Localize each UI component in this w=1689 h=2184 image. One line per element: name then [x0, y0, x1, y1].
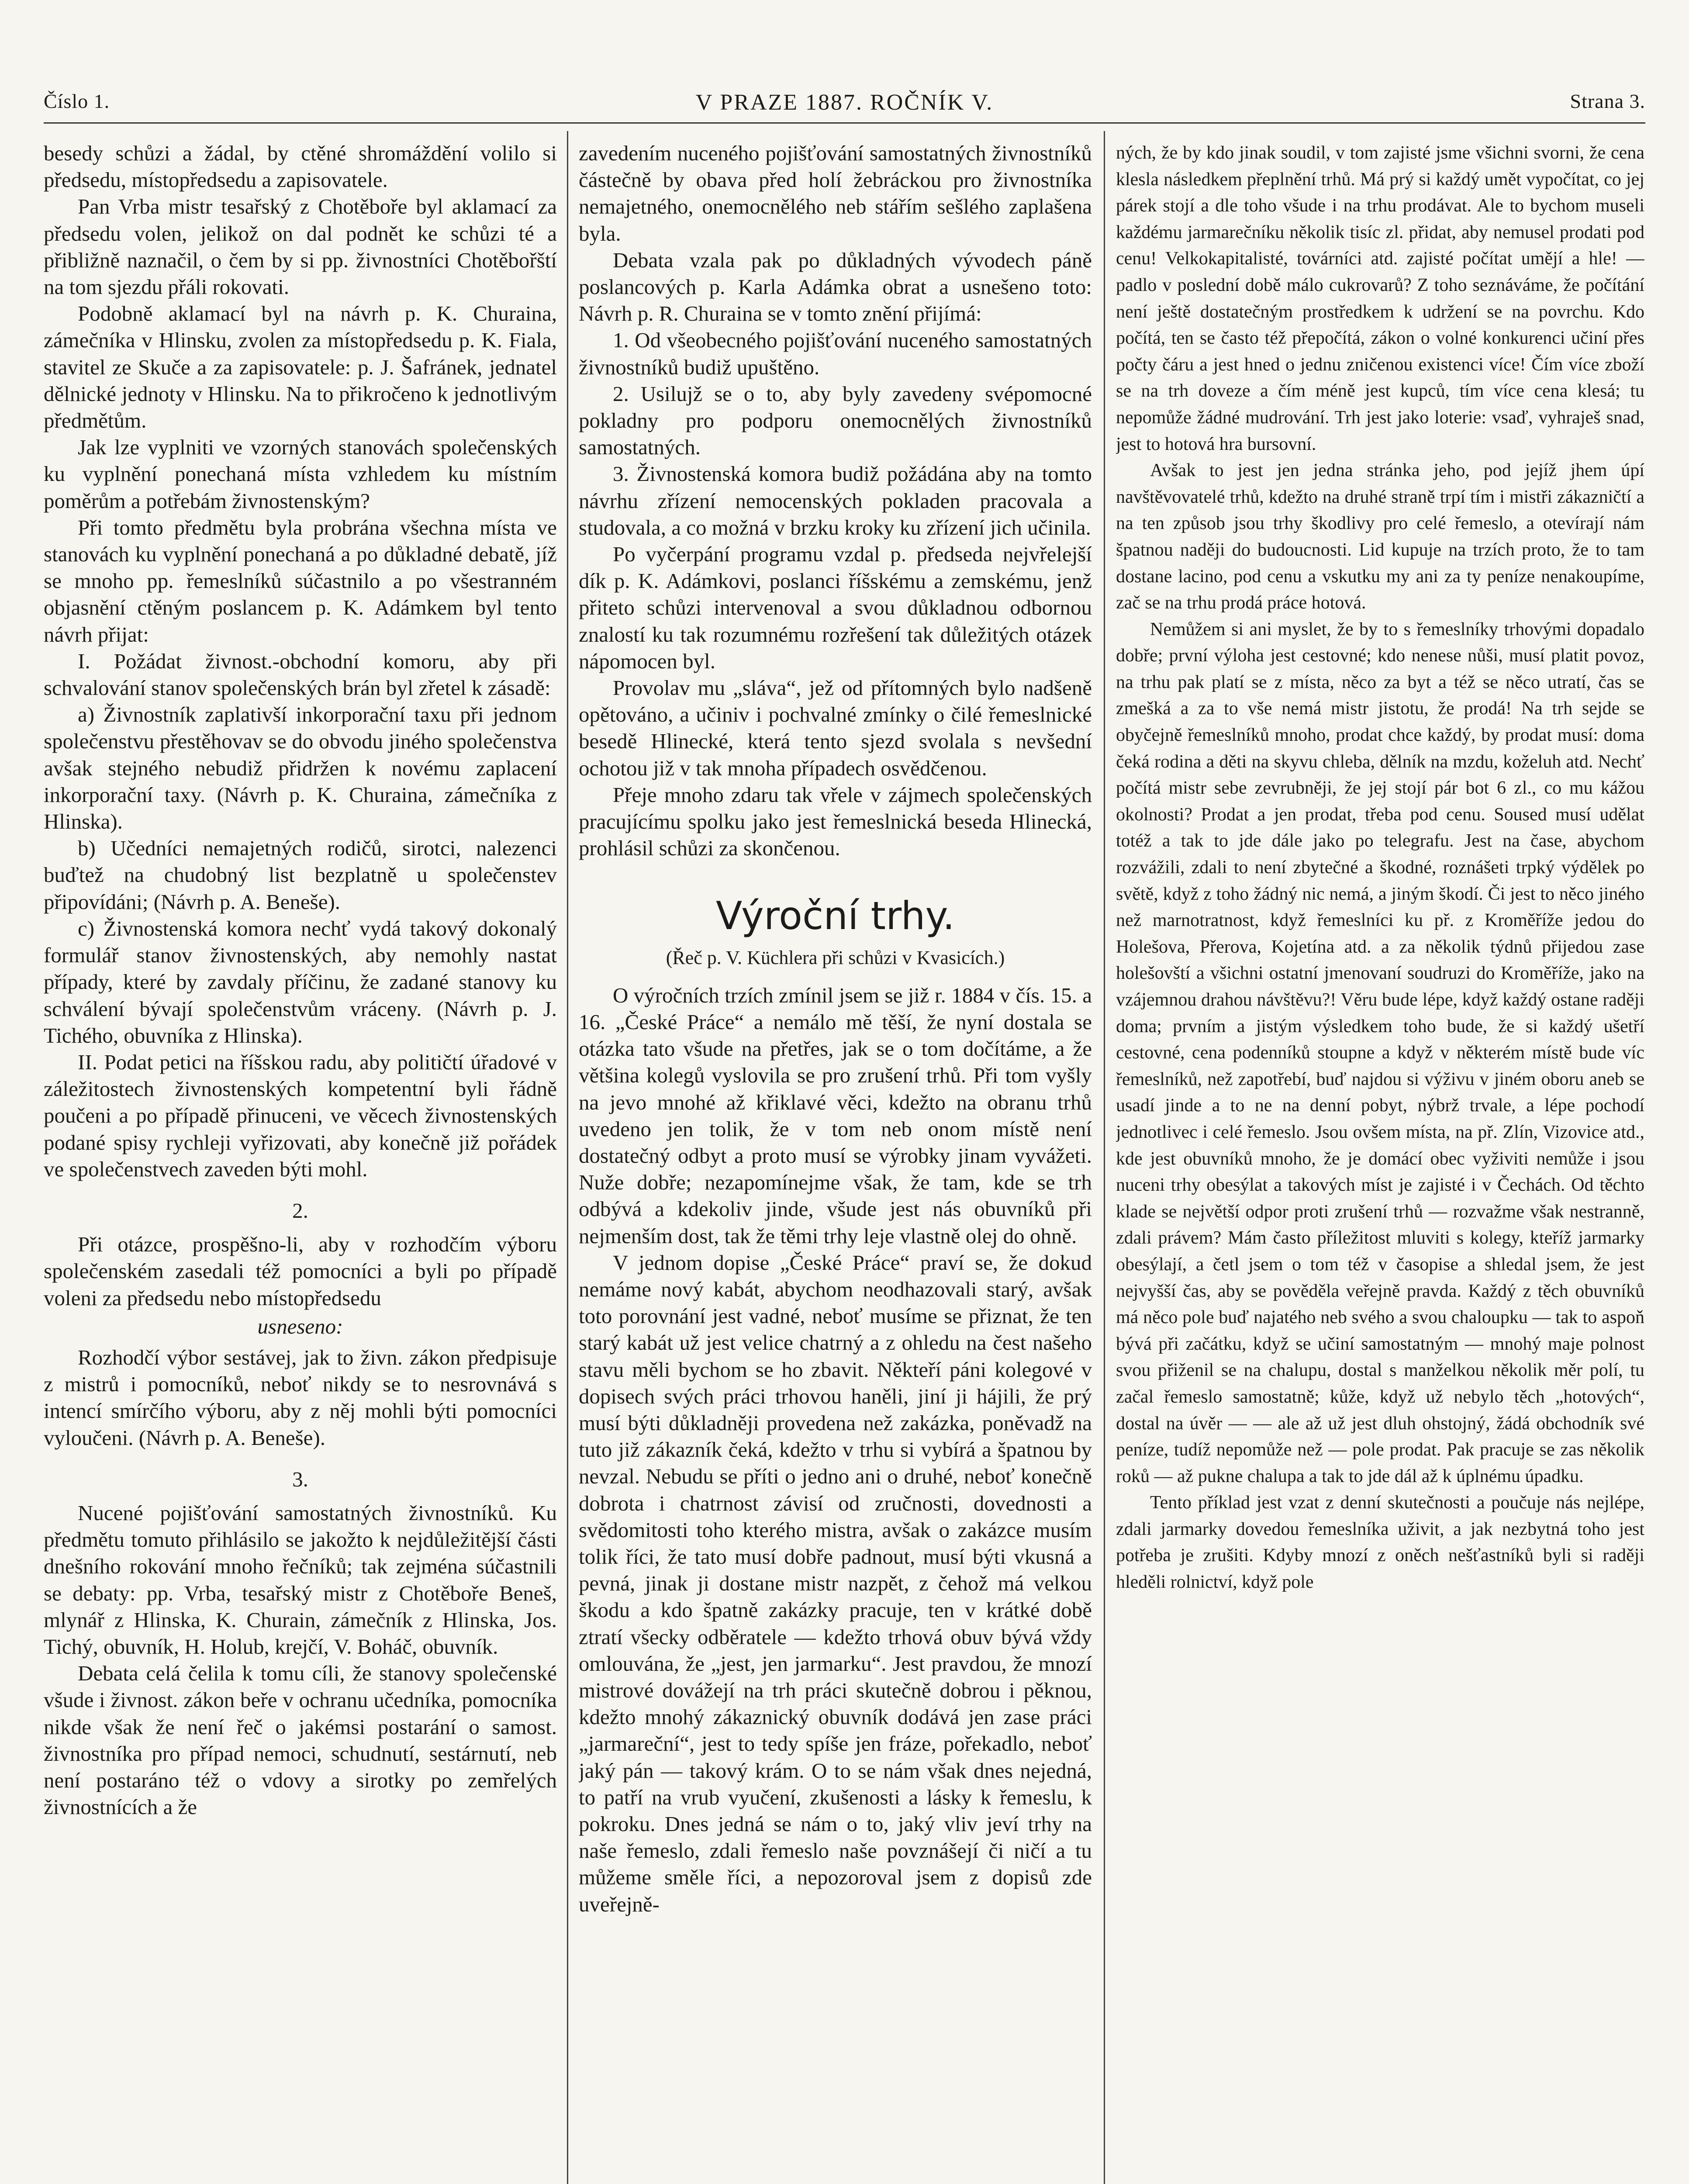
paragraph: 3. Živnostenská komora budiž požádána aby na tomto návrhu zřízení nemocenských pokladen pracovala a studovala, a co možná v brzku kroky ku zřízení jich učinila.: [579, 462, 1092, 539]
paragraph: Pan Vrba mistr tesařský z Chotěboře byl aklamací za předsedu volen, jelikož on dal podnět ke schůzi té a přibližně naznačil, o čem by si pp. živnostníci Chotěbořští na tom sjezdu přáli rokovati.: [44, 194, 557, 299]
column-divider-1: [567, 131, 568, 2184]
article-title: Výroční trhy.: [716, 893, 955, 939]
paragraph: Po vyčerpání programu vzdal p. předseda nejvřelejší dík p. K. Adámkovi, poslanci říšskému a zemskému, jenž přiteto schůzi intervenoval a svou důkladnou odbornou znalostí ku tak rozumnému rozřešení tak důležitých otázek nápomocen byl.: [579, 542, 1092, 673]
paragraph: a) Živnostník zaplativší inkorporační taxu při jednom společenstvu přestěhovav se do obvodu jiného společenstva avšak stejného nebudiž přidržen k novému zaplacení inkorporační taxy. (Návrh p. K. Churaina, zámečníka z Hlinska).: [44, 702, 557, 834]
resolution-label: usneseno:: [257, 1314, 343, 1338]
paragraph: b) Učedníci nemajetných rodičů, sirotci, nalezenci buďtež na chudobný list bezplatně u společenstev připovídáni; (Návrh p. A. Beneše).: [44, 836, 557, 914]
paragraph: Provolav mu „sláva“, jež od přítomných bylo nadšeně opětováno, a učiniv i pochvalné zmínky o čilé řemeslnické besedě Hlinecké, která tento sjezd svolala s nevšední ochotou již v tak mnoha případech osvědčenou.: [579, 676, 1092, 780]
paragraph: Podobně aklamací byl na návrh p. K. Churaina, zámečníka v Hlinsku, zvolen za místopředsedu p. K. Fiala, stavitel ze Skuče a za zapisovatele: p. J. Šafránek, jednatel dělnické jednoty v Hlinsku. Na to přikročeno k jednotlivým předmětům.: [44, 301, 557, 433]
header-rule: [44, 122, 1645, 124]
paragraph: Avšak to jest jen jedna stránka jeho, pod jejíž jhem úpí navštěvovatelé trhů, kdežto na druhé straně trpí tím i mistři zákazničtí a na ten způsob jsou trhy škodlivy pro celé řemeslo, a otevírají nám špatnou naději do budoucnosti. Lid kupuje na trzích proto, že to tam dostane lacino, pod cenu a vskutku my ani za ty peníze nenakoupíme, zač se na trhu prodá práce hotová.: [1116, 460, 1644, 613]
paragraph: Přeje mnoho zdaru tak vřele v zájmech společenských pracujícímu spolku jako jest řemeslnická beseda Hlinecká, prohlásil schůzi za skončenou.: [579, 782, 1092, 860]
publication-date-volume: V PRAZE 1887. ROČNÍK V.: [695, 90, 994, 115]
paragraph: 1. Od všeobecného pojišťování nuceného samostatných živnostníků budiž upuštěno.: [579, 328, 1092, 379]
paragraph: Nemůžem si ani myslet, že by to s řemeslníky trhovými dopadalo dobře; první výloha jest cestovné; kdo nenese nůši, musí platit povoz, na trhu pak platí se z místa, něco za byt a též se něco utratí, čas se zmešká a za to vše nemá mistr jistotu, že prodá! Na trh sejde se obyčejně řemeslníků mnoho, prodat chce každý, by prodat musí: doma čeká rodina a děti na skyvu chleba, dělník na mzdu, koželuh atd. Nechť počítá mistr sebe zevrubněji, že jej stojí pár bot 6 zl., co mu kážou okolnosti? Prodat a jen prodat, třeba pod cenu. Soused musí udělat totéž a tak to jde dále jako po telegrafu. Jest na čase, abychom rozvážili, zdali to není zbytečné a škodné, roznášeti trpký výdělek po světě, když z toho žádný nic nemá, a jiným škodí. Či jest to něco jiného než marnotratnost, když řemeslníci ku př. z Kroměříže jedou do Holešova, Přerova, Kojetína atd. a za několik týdnů přijedou zase holešovští a všichni ostatní jmenovaní soudruzi do Kroměříže, jako na vzájemnou drahou návštěvu?! Věru bude lépe, když každý ostane raději doma; prvním a jistým výsledkem toho bude, že si každý ušetří cestovné, cena podenníků stoupne a když v některém místě bude víc řemeslníků, než zapotřebí, buď najdou si výživu v jiném oboru aneb se usadí jinde a to ne na denní pobyt, nýbrž trvale, a lépe pochodí jednotlivec i celé řemeslo. Jsou ovšem místa, na př. Zlín, Vizovice atd., kde jest obuvníků mnoho, že je domácí obec vyživiti nemůže i jsou nuceni trhy obesýlat a takových míst je zajisté i v Čechách. Od těchto klade se největší odpor proti zrušení trhů — rozvažme však nestranně, zdali právem? Mám často příležitost mluviti s kolegy, kteříž jarmarky obesýlají, a četl jsem o tom též v časopise a shledal jsem, že jest nejvyšší čas, aby se pověděla veřejně pravda. Každý z těch obuvníků má něco pole buď najatého neb svého a svou chaloupku — tak to aspoň bývá při začátku, když se učiní samostatným — mnohý maje polnost svou přiženil se na chalupu, dostal s manželkou několik měr polí, tu začal řemeslo samostatně; kůže, když už nebylo těch „hotových“, dostal na úvěr — — ale až už jest dluh ohstojný, žádá obchodník své peníze, tudíž nepomůže než — pole prodat. Pak pracuje se zas několik roků — až pukne chalupa a tak to jde dál až k úplnému úpadku.: [1116, 619, 1644, 1486]
column-divider-2: [1104, 131, 1105, 2184]
paragraph: 2. Usilujž se o to, aby byly zavedeny svépomocné pokladny pro podporu onemocnělých živnostníků samostatných.: [579, 381, 1092, 460]
column-3: [1116, 140, 1644, 2184]
paragraph: Při otázce, prospěšno-li, aby v rozhodčím výboru společenském zasedali též pomocníci a byli po případě voleni za předsedu nebo místopředsedu: [44, 1232, 557, 1310]
paragraph: Jak lze vyplniti ve vzorných stanovách společenských ku vyplnění ponechaná místa vzhledem ku místním poměrům a potřebám živnostenským?: [44, 435, 557, 513]
column-2: [579, 140, 1092, 2184]
paragraph: Rozhodčí výbor sestávej, jak to živn. zákon předpisuje z mistrů i pomocníků, neboť nikdy se to nesrovnává s intencí smírčího výboru, aby z něj mohli býti pomocníci vyloučeni. (Návrh p. A. Beneše).: [44, 1345, 557, 1450]
paragraph: I. Požádat živnost.-obchodní komoru, aby při schvalování stanov společenských brán byl zřetel k zásadě:: [44, 649, 557, 700]
paragraph: II. Podat petici na říšskou radu, aby političtí úřadové v záležitostech živnostenských kompetentní byli řádně poučeni a po případě přinuceni, ve věcech živnostenských podané spisy rychleji vyřizovati, aby konečně již pořádek ve společenstvech zaveden býti mohl.: [44, 1050, 557, 1181]
paragraph: Debata vzala pak po důkladných vývodech páně poslancových p. Karla Adámka obrat a usnešeno toto: Návrh p. R. Churaina se v tomto znění přijímá:: [579, 248, 1092, 326]
paragraph: Při tomto předmětu byla probrána všechna místa ve stanovách ku vyplnění ponechaná a po důkladné debatě, jíž se mnoho pp. řemeslníků súčastnilo a po všestranném objasnění ctěným poslancem p. K. Adámkem byl tento návrh přijat:: [44, 515, 557, 646]
paragraph: ných, že by kdo jinak soudil, v tom zajisté jsme všichni svorni, že cena klesla následkem přeplnění trhů. Má prý si každý umět vypočítat, co jej párek stojí a dle toho všude i na trhu prodávat. Ale to bychom museli každému jarmarečníku několik tisíc zl. přidat, aby nemusel prodati pod cenu! Velkokapitalisté, továrníci atd. zajisté počítat umějí a hle! — padlo v poslední době málo cukrovarů? Z toho seznáváme, že počítání není ještě dostatečným prostředkem k udržení se na povrchu. Kdo počítá, ten se často též přepočítá, zákon o volné konkurenci učiní přes počty čáru a jest hned o jednu zničenou existenci více! Čím více zboží se na trh doveze a čím méně jest kupců, tím více cena klesá; tu nepomůže žádné mudrování. Trh jest jako loterie: vsaď, vyhraješ snad, jest to hotová hra bursovní.: [1116, 143, 1644, 454]
article-subtitle: (Řeč p. V. Küchlera při schůzi v Kvasicích.): [666, 947, 1005, 969]
paragraph: O výročních trzích zmínil jsem se již r. 1884 v čís. 15. a 16. „České Práce“ a nemálo mě těší, že nyní dostala se otázka tato všude na přetřes, jak se o tom dočítáme, a že většina kolegů vyslovila se pro zrušení trhů. Při tom vyšly na jevo mnohé až křiklavé věci, kdežto na obranu trhů uvedeno jen tolik, že v tom neb onom místě není dostatečný odbyt a proto musí se výrobky jinam vyvážeti. Nuže dobře; nezapomínejme však, že tam, kde se trh odbývá a kdekoliv jinde, všude jest nás obuvníků při nejmenším dost, tak že těmi trhy leje vlastně olej do ohně.: [579, 983, 1092, 1248]
page-header: [44, 90, 1645, 120]
paragraph: V jednom dopise „České Práce“ praví se, že dokud nemáme nový kabát, abychom neodhazovali starý, avšak toto porovnání jest vadné, neboť musíme se přiznat, že ten starý kabát už jest velice chatrný a z ohledu na čest našeho stavu měli bychom se ho zbavit. Někteří páni kolegové v dopisech svých práci trhovou haněli, jiní ji hájili, že prý musí býti důkladněji provedena než zakázka, poněvadž na tuto již zákazník čeká, kdežto v trhu si vybírá a špatnou by nevzal. Nebudu se příti o jedno ani o druhé, neboť konečně dobrota i chatrnost závisí od zručnosti, dovednosti a svědomitosti toho kterého mistra, avšak o zakázce musím tolik říci, že tato musí dobře padnout, musí býti vkusná a pevná, jinak ji dostane mistr nazpět, z čehož má velkou škodu a kdo špatně zakázky pracuje, ten v krátké době ztratí všecky odběratele — kdežto trhová obuv bývá vždy omlouvána, že „jest, jen jarmarku“. Jest pravdou, že mnozí mistrové dovážejí na trh práci skutečně dobrou i pěknou, kdežto mnohý zákaznický obuvník dodává jen zase práci „jarmareční“, jest to tedy spíše jen fráze, pořekadlo, neboť jaký pán — takový krám. O to se nám však dnes nejedná, to patří na vrub vyučení, zkušenosti a lásky k řemeslu, k pokroku. Dnes jedná se nám o to, jaký vliv jeví trhy na naše řemeslo, zdali řemeslo naše povznášejí či ničí a tu můžeme směle říci, a nepozoroval jsem z dopisů zde uveřejně-: [579, 1250, 1092, 1916]
section-number: 3.: [292, 1467, 308, 1491]
paragraph: Tento příklad jest vzat z denní skutečnosti a poučuje nás nejlépe, zdali jarmarky dovedou řemeslníka uživit, a jak nezbytná toho jest potřeba je zrušiti. Kdyby mnozí z oněch nešťastníků byli si raději hleděli rolnictví, když pole: [1116, 1493, 1644, 1593]
page-number: Strana 3.: [1570, 90, 1645, 112]
section-number: 2.: [292, 1198, 308, 1223]
column-1: [44, 140, 557, 2184]
issue-number: Číslo 1.: [44, 90, 110, 112]
paragraph: besedy schůzi a žádal, by ctěné shromáždění volilo si předsedu, místopředsedu a zapisovatele.: [44, 141, 557, 192]
paragraph: Nucené pojišťování samostatných živnostníků. Ku předmětu tomuto přihlásilo se jakožto k nejdůležitější části dnešního rokování mnoho řečníků; tak zejména súčastnili se debaty: pp. Vrba, tesařský mistr z Chotěboře Beneš, mlynář z Hlinska, K. Churain, zámečník z Hlinska, Jos. Tichý, obuvník, H. Holub, krejčí, V. Boháč, obuvník.: [44, 1500, 557, 1659]
paragraph: Debata celá čelila k tomu cíli, že stanovy společenské všude i živnost. zákon beře v ochranu učedníka, pomocníka nikde však že není řeč o jakémsi postarání o samost. živnostníka pro případ nemoci, schudnutí, sestárnutí, neb není postaráno též o vdovy a sirotky po zemřelých živnostnících a že: [44, 1661, 557, 1819]
paragraph: zavedením nuceného pojišťování samostatných živnostníků částečně by obava před holí žebráckou pro živnostníka nemajetného, onemocnělého neb stářím sešlého zaplašena byla.: [579, 141, 1092, 245]
paragraph: c) Živnostenská komora nechť vydá takový dokonalý formulář stanov živnostenských, aby nemohly nastat případy, které by zavdaly příčinu, že zadané stanovy ku schválení bývají společenstvům vráceny. (Návrh p. J. Tichého, obuvníka z Hlinska).: [44, 916, 557, 1047]
